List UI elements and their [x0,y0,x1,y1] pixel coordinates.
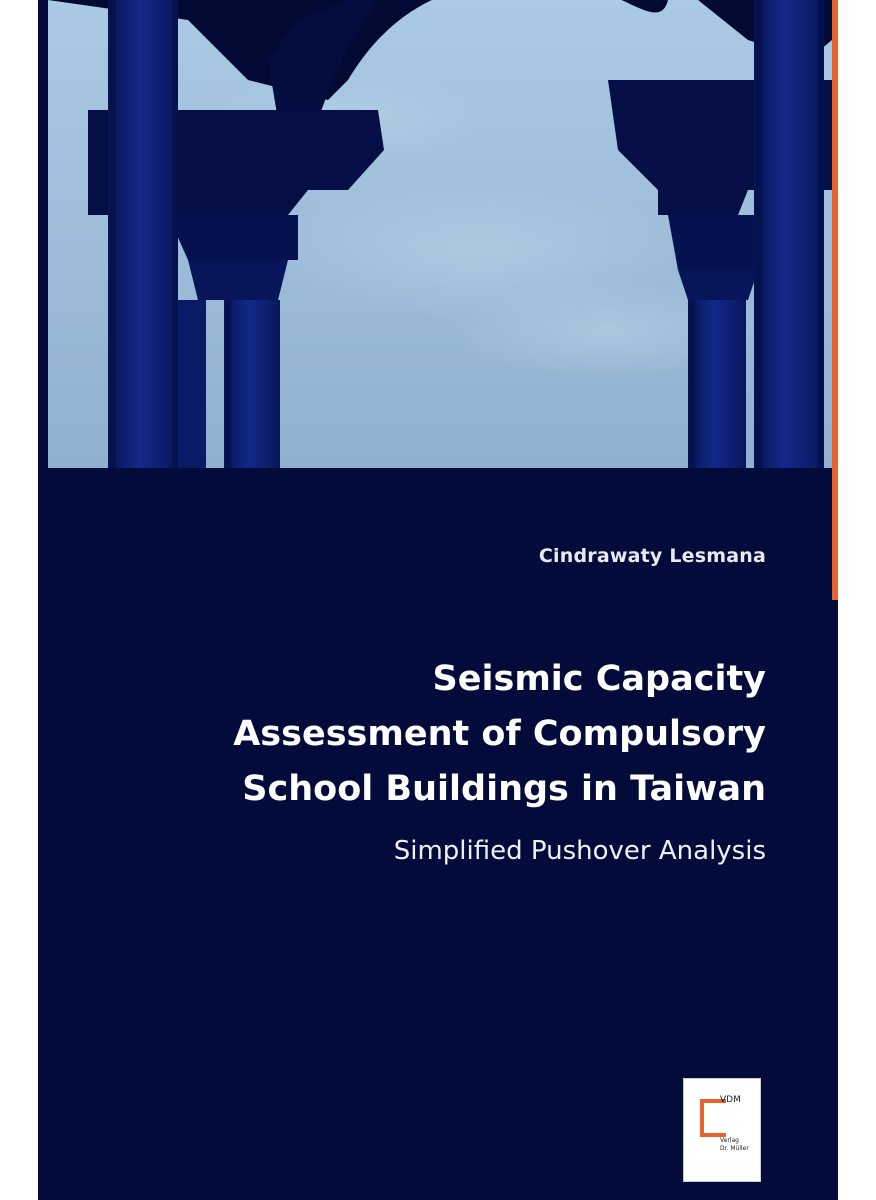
publisher-logo [683,1078,761,1182]
book-subtitle: Simplified Pushover Analysis [393,836,766,866]
book-cover [38,0,838,1200]
logo-frame-top-icon [700,1099,708,1103]
book-title-line: Seismic Capacity [432,659,766,699]
book-title [66,652,766,817]
author-name: Cindrawaty Lesmana [538,545,766,567]
logo-line-name: Dr. Müller [720,1145,749,1152]
logo-publisher-text [720,1137,749,1153]
cover-photo [48,0,832,468]
book-title-line: School Buildings in Taiwan [242,769,766,809]
logo-mark-text: VDM [720,1095,741,1105]
accent-strip [832,0,838,600]
logo-line-verlag: Verlag [720,1137,739,1144]
book-title-line: Assessment of Compulsory [233,714,766,754]
